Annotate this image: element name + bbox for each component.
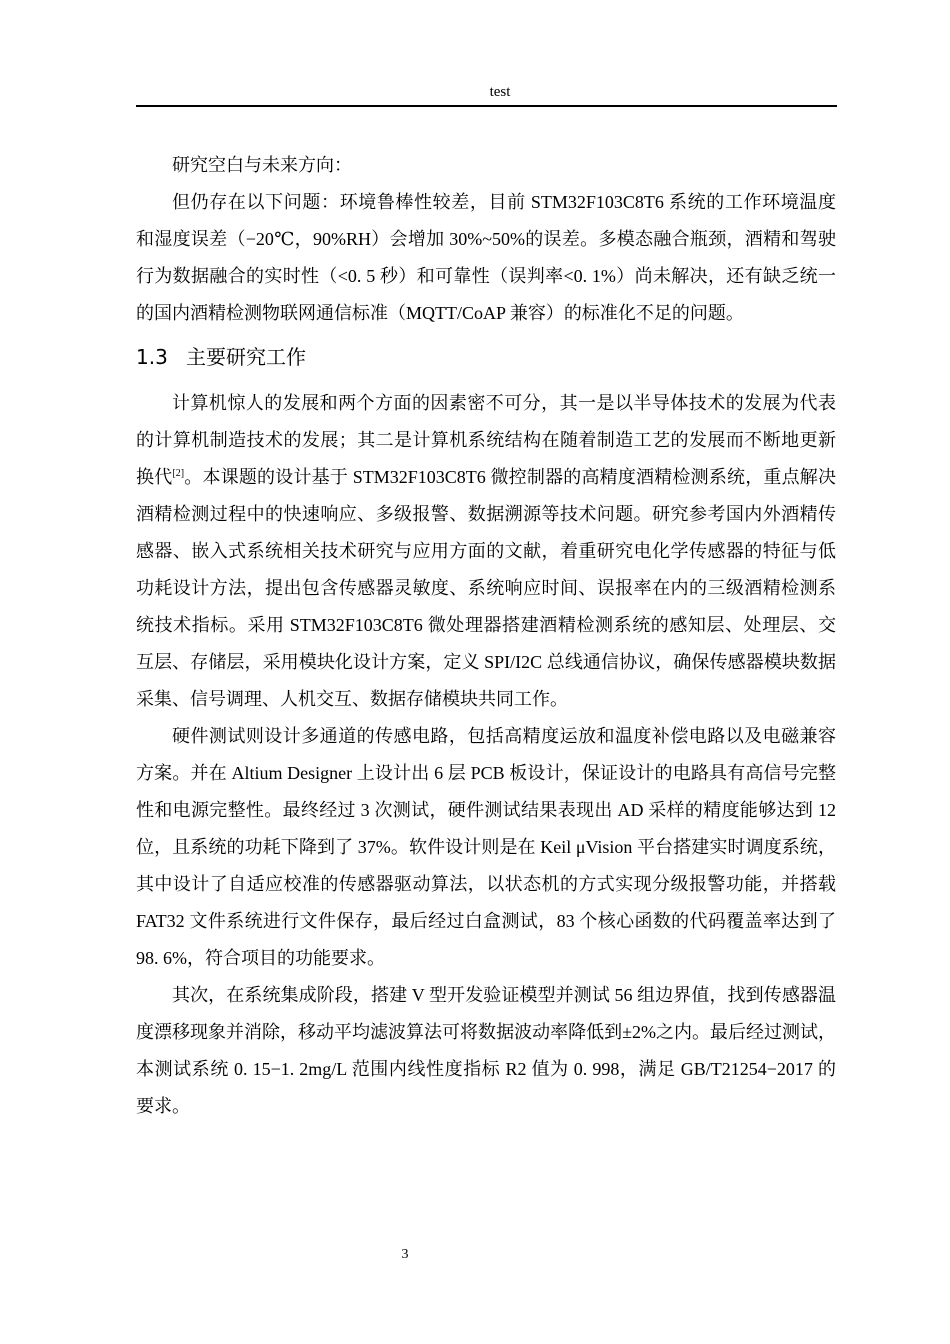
running-header: test	[489, 84, 511, 100]
section-number: 1.3	[136, 345, 168, 369]
page-body	[136, 147, 836, 1125]
main-work-paragraph-3: 其次，在系统集成阶段，搭建 V 型开发验证模型并测试 56 组边界值，找到传感器温度漂移现象并消除，移动平均滤波算法可将数据波动率降低到±2%之内。最后经过测试，本测试系统 0. 15−1. 2mg/L 范围内线性度指标 R2 值为 0. 998，满足 GB/T21254−2017 的要求。	[136, 985, 836, 1116]
research-gap-title: 研究空白与未来方向：	[172, 155, 352, 175]
main-work-paragraph-1	[136, 385, 836, 718]
page-number: 3	[401, 1247, 409, 1262]
main-work-paragraph-2: 硬件测试则设计多通道的传感电路，包括高精度运放和温度补偿电路以及电磁兼容方案。并在 Altium Designer 上设计出 6 层 PCB 板设计，保证设计的电路具有高信号完整性和电源完整性。最终经过 3 次测试，硬件测试结果表现出 AD 采样的精度能够达到 12 位，且系统的功耗下降到了 37%。软件设计则是在 Keil μVision 平台搭建实时调度系统，其中设计了自适应校准的传感器驱动算法，以状态机的方式实现分级报警功能，并搭载 FAT32 文件系统进行文件保存，最后经过白盒测试，83 个核心函数的代码覆盖率达到了 98. 6%，符合项目的功能要求。	[136, 726, 836, 968]
paragraph-text: 。本课题的设计基于 STM32F103C8T6 微控制器的高精度酒精检测系统，重点解决酒精检测过程中的快速响应、多级报警、数据溯源等技术问题。研究参考国内外酒精传感器、嵌入式系统相关技术研究与应用方面的文献，着重研究电化学传感器的特征与低功耗设计方法，提出包含传感器灵敏度、系统响应时间、误报率在内的三级酒精检测系统技术指标。采用 STM32F103C8T6 微处理器搭建酒精检测系统的感知层、处理层、交互层、存储层，采用模块化设计方案，定义 SPI/I2C 总线通信协议，确保传感器模块数据采集、信号调理、人机交互、数据存储模块共同工作。	[136, 467, 837, 709]
section-heading	[136, 338, 836, 376]
citation-ref: [2]	[172, 468, 185, 479]
header-rule	[136, 105, 837, 107]
section-title: 主要研究工作	[186, 345, 306, 369]
paragraph-text: 计算机惊人的发展和两个方面的因素密不可分，其一是以半导体技术的发展为代表的计算机制造技术的发展；其二是计算机系统结构在随着制造工艺的发展而不断地更新换代	[136, 393, 836, 487]
research-gap-paragraph: 但仍存在以下问题：环境鲁棒性较差，目前 STM32F103C8T6 系统的工作环境温度和湿度误差（−20℃，90%RH）会增加 30%~50%的误差。多模态融合瓶颈，酒精和驾驶行为数据融合的实时性（<0. 5 秒）和可靠性（误判率<0. 1%）尚未解决，还有缺乏统一的国内酒精检测物联网通信标准（MQTT/CoAP 兼容）的标准化不足的问题。	[136, 192, 836, 323]
